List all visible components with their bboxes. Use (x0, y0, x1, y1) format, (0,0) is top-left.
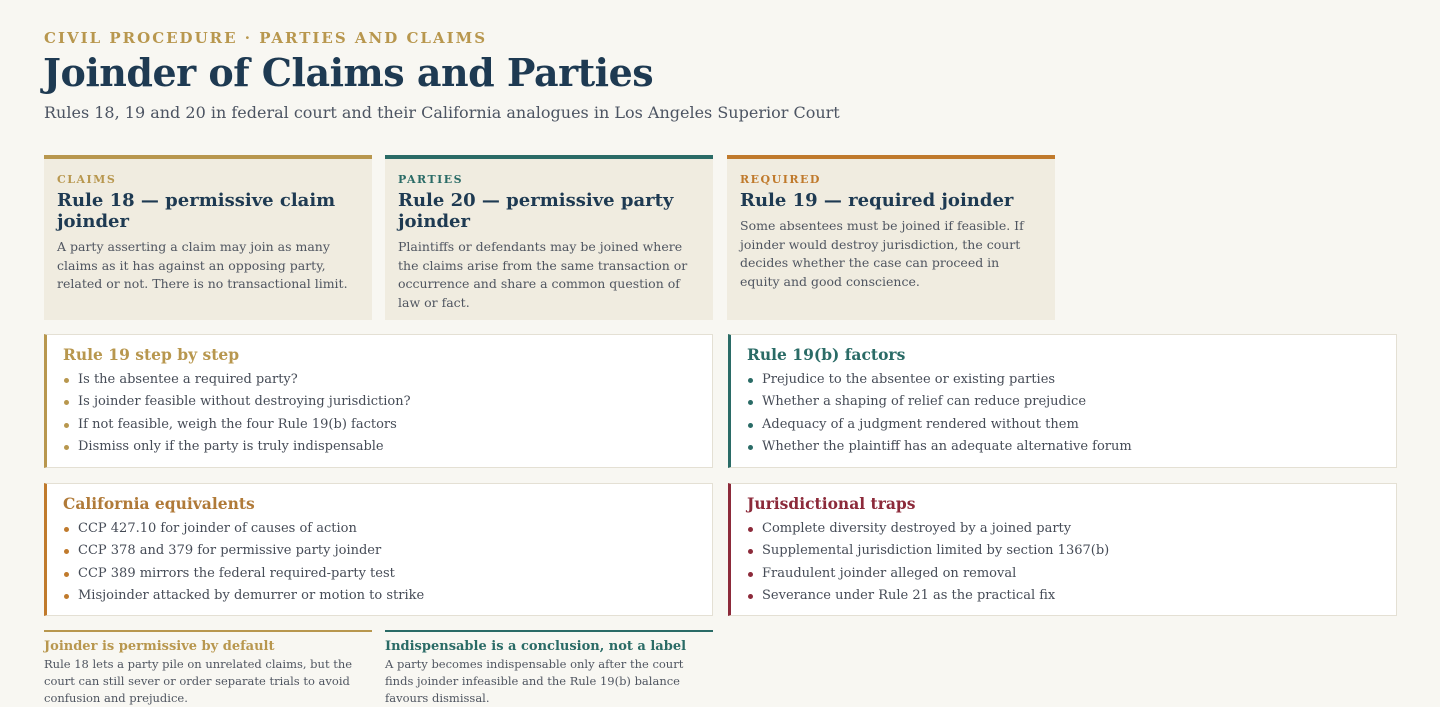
list-item: If not feasible, weigh the four Rule 19(b) factors (63, 414, 696, 436)
note-title: Joinder is permissive by default (44, 639, 275, 654)
list-item: CCP 389 mirrors the federal required-party test (63, 563, 696, 585)
page-title: Joinder of Claims and Parties (43, 50, 654, 95)
bullet-list (747, 518, 1380, 607)
card-body: Plaintiffs or defendants may be joined where the claims arise from the same transaction or occurrence and share a common question of law or fact. (398, 239, 688, 310)
list-item: Dismiss only if the party is truly indispensable (63, 436, 696, 458)
page-subtitle: Rules 18, 19 and 20 in federal court and their California analogues in Los Angeles Superior Court (44, 103, 840, 122)
bullet-list (63, 518, 696, 607)
box-title: California equivalents (63, 494, 255, 513)
note-permissive-default (44, 630, 372, 707)
list-item: CCP 378 and 379 for permissive party joinder (63, 540, 696, 562)
rule19b-factors-box (728, 334, 1397, 468)
card-title: Rule 18 — permissive claim joinder (57, 190, 336, 232)
note-title: Indispensable is a conclusion, not a label (385, 639, 687, 654)
list-item: Severance under Rule 21 as the practical fix (747, 585, 1380, 607)
note-body: A party becomes indispensable only after the court finds joinder infeasible and the Rule 19(b) balance favours dismissal. (385, 657, 684, 705)
box-title: Rule 19 step by step (63, 345, 240, 364)
list-item: Whether a shaping of relief can reduce prejudice (747, 391, 1380, 413)
box-title: Rule 19(b) factors (747, 345, 906, 364)
list-item: Misjoinder attacked by demurrer or motion to strike (63, 585, 696, 607)
note-indispensable (385, 630, 713, 707)
card-title: Rule 20 — permissive party joinder (398, 190, 674, 232)
card-body: A party asserting a claim may join as many claims as it has against an opposing party, related or not. There is no transactional limit. (57, 239, 348, 291)
list-item: Adequacy of a judgment rendered without them (747, 414, 1380, 436)
card-tag: REQUIRED (740, 173, 821, 186)
note-body: Rule 18 lets a party pile on unrelated claims, but the court can still sever or order separate trials to avoid confusion and prejudice. (44, 657, 353, 705)
card-required (727, 155, 1055, 320)
list-item: CCP 427.10 for joinder of causes of action (63, 518, 696, 540)
card-tag: PARTIES (398, 173, 464, 186)
card-title: Rule 19 — required joinder (740, 190, 1014, 211)
rule19-steps-box (44, 334, 713, 468)
list-item: Is the absentee a required party? (63, 369, 696, 391)
card-tag: CLAIMS (57, 173, 117, 186)
card-body: Some absentees must be joined if feasible. If joinder would destroy jurisdiction, the court decides whether the case can proceed in equity and good conscience. (740, 218, 1024, 289)
list-item: Whether the plaintiff has an adequate alternative forum (747, 436, 1380, 458)
list-item: Supplemental jurisdiction limited by section 1367(b) (747, 540, 1380, 562)
list-item: Prejudice to the absentee or existing parties (747, 369, 1380, 391)
california-equivalents-box (44, 483, 713, 616)
list-item: Is joinder feasible without destroying jurisdiction? (63, 391, 696, 413)
section-kicker: CIVIL PROCEDURE · PARTIES AND CLAIMS (44, 29, 488, 47)
card-claims (44, 155, 372, 320)
list-item: Fraudulent joinder alleged on removal (747, 563, 1380, 585)
bullet-list (63, 369, 696, 458)
box-title: Jurisdictional traps (747, 494, 916, 513)
list-item: Complete diversity destroyed by a joined party (747, 518, 1380, 540)
jurisdictional-traps-box (728, 483, 1397, 616)
card-parties (385, 155, 713, 320)
bullet-list (747, 369, 1380, 458)
